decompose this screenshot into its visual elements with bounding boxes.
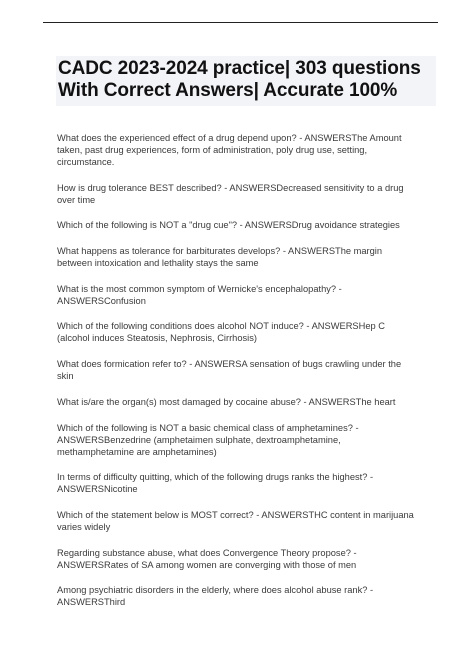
qa-item: What is/are the organ(s) most damaged by cocaine abuse? - ANSWERSThe heart (57, 396, 396, 407)
qa-item: In terms of difficulty quitting, which of the following drugs ranks the highest? - ANSWERSNicotine (57, 472, 374, 495)
question-answer-list (57, 132, 433, 622)
header-rule (43, 22, 438, 23)
qa-item: What happens as tolerance for barbiturates develops? - ANSWERSThe margin between intoxication and lethality stays the same (57, 246, 383, 269)
qa-item: What does formication refer to? - ANSWERSA sensation of bugs crawling under the skin (57, 359, 402, 382)
qa-item: Which of the following is NOT a "drug cue"? - ANSWERSDrug avoidance strategies (57, 220, 400, 231)
qa-item: How is drug tolerance BEST described? - ANSWERSDecreased sensitivity to a drug over time (57, 182, 404, 205)
title-line-2: With Correct Answers| Accurate 100% (58, 80, 398, 101)
document-title (56, 56, 436, 106)
qa-item: Which of the statement below is MOST correct? - ANSWERSTHC content in marijuana varies widely (57, 509, 414, 532)
qa-item: Regarding substance abuse, what does Convergence Theory propose? - ANSWERSRates of SA among women are converging with those of men (57, 547, 357, 570)
qa-item: What is the most common symptom of Wernicke's encephalopathy? - ANSWERSConfusion (57, 283, 342, 306)
qa-item: Which of the following is NOT a basic chemical class of amphetamines? - ANSWERSBenzedrine (amphetaimen sulphate, dextroamphetamine, methamphetamine are amphetamines) (57, 422, 359, 457)
title-line-1: CADC 2023-2024 practice| 303 questions (58, 58, 421, 79)
qa-item: Among psychiatric disorders in the elderly, where does alcohol abuse rank? - ANSWERSThird (57, 585, 374, 608)
qa-item: What does the experienced effect of a drug depend upon? - ANSWERSThe Amount taken, past drug experiences, form of administration, poly drug use, setting, circumstance. (57, 133, 402, 167)
qa-item: Which of the following conditions does alcohol NOT induce? - ANSWERSHep C (alcohol induces Steatosis, Nephrosis, Cirrhosis) (57, 321, 385, 344)
